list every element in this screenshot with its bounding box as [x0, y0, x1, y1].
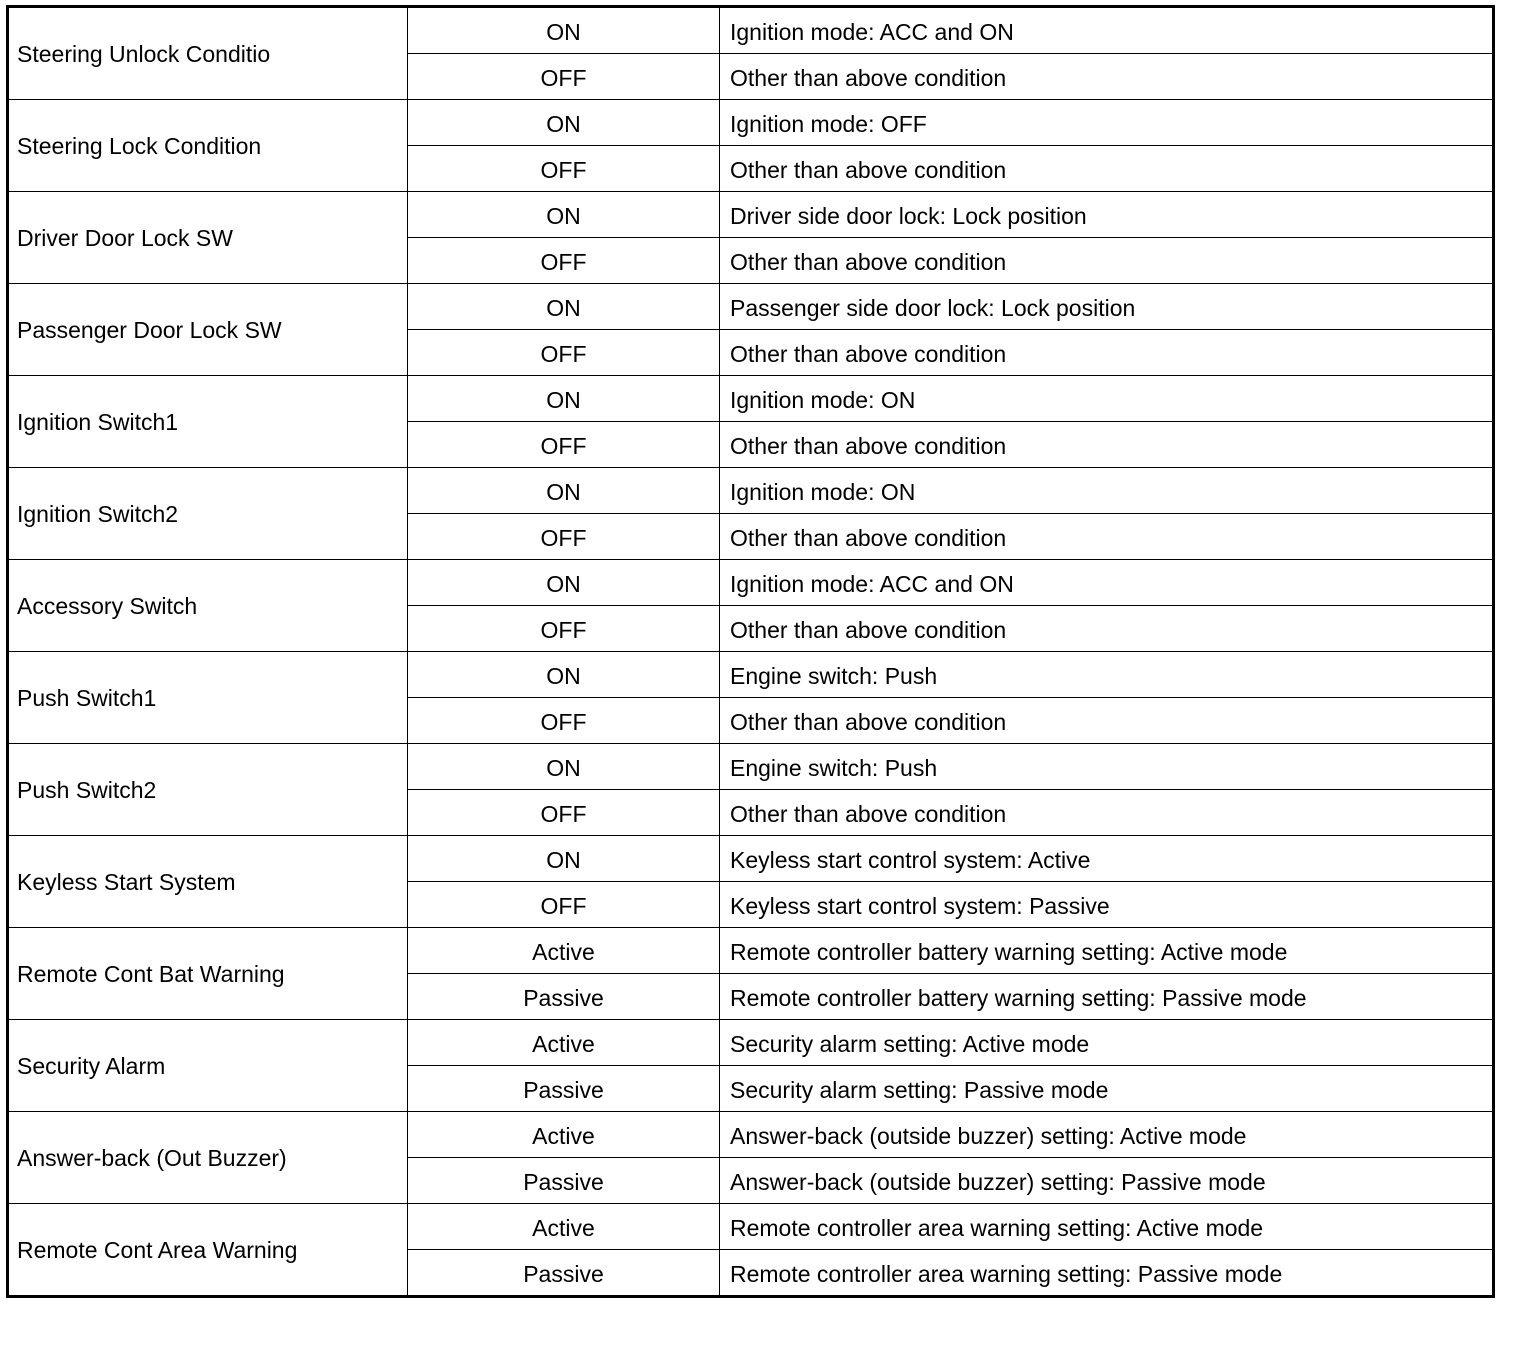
table-row — [8, 376, 1494, 422]
item-name-cell: Steering Lock Condition — [8, 100, 408, 192]
condition-cell: Answer-back (outside buzzer) setting: Passive mode — [720, 1158, 1494, 1204]
condition-cell: Answer-back (outside buzzer) setting: Active mode — [720, 1112, 1494, 1158]
value-cell: Active — [408, 928, 720, 974]
condition-cell: Ignition mode: OFF — [720, 100, 1494, 146]
item-name-cell: Steering Unlock Conditio — [8, 7, 408, 100]
value-cell: Active — [408, 1204, 720, 1250]
value-cell: ON — [408, 7, 720, 54]
value-cell: OFF — [408, 146, 720, 192]
condition-cell: Remote controller battery warning setting: Active mode — [720, 928, 1494, 974]
condition-cell: Keyless start control system: Active — [720, 836, 1494, 882]
item-name-cell: Ignition Switch1 — [8, 376, 408, 468]
item-name-cell: Security Alarm — [8, 1020, 408, 1112]
value-cell: OFF — [408, 54, 720, 100]
value-cell: ON — [408, 652, 720, 698]
value-cell: OFF — [408, 422, 720, 468]
table-row — [8, 652, 1494, 698]
condition-cell: Ignition mode: ACC and ON — [720, 560, 1494, 606]
value-cell: OFF — [408, 330, 720, 376]
spec-table — [6, 5, 1495, 1298]
value-cell: Active — [408, 1020, 720, 1066]
condition-cell: Other than above condition — [720, 514, 1494, 560]
table-row — [8, 560, 1494, 606]
condition-cell: Ignition mode: ON — [720, 468, 1494, 514]
condition-cell: Keyless start control system: Passive — [720, 882, 1494, 928]
condition-cell: Other than above condition — [720, 330, 1494, 376]
condition-cell: Remote controller area warning setting: Active mode — [720, 1204, 1494, 1250]
condition-cell: Ignition mode: ON — [720, 376, 1494, 422]
item-name-cell: Remote Cont Bat Warning — [8, 928, 408, 1020]
value-cell: ON — [408, 192, 720, 238]
value-cell: Passive — [408, 1250, 720, 1297]
table-row — [8, 1020, 1494, 1066]
condition-cell: Other than above condition — [720, 54, 1494, 100]
condition-cell: Remote controller area warning setting: Passive mode — [720, 1250, 1494, 1297]
value-cell: OFF — [408, 514, 720, 560]
table-row — [8, 836, 1494, 882]
condition-cell: Other than above condition — [720, 698, 1494, 744]
value-cell: Passive — [408, 1158, 720, 1204]
item-name-cell: Keyless Start System — [8, 836, 408, 928]
condition-cell: Ignition mode: ACC and ON — [720, 7, 1494, 54]
value-cell: OFF — [408, 698, 720, 744]
value-cell: ON — [408, 284, 720, 330]
item-name-cell: Driver Door Lock SW — [8, 192, 408, 284]
item-name-cell: Push Switch2 — [8, 744, 408, 836]
value-cell: OFF — [408, 606, 720, 652]
value-cell: Passive — [408, 974, 720, 1020]
condition-cell: Security alarm setting: Active mode — [720, 1020, 1494, 1066]
value-cell: ON — [408, 836, 720, 882]
condition-cell: Engine switch: Push — [720, 652, 1494, 698]
condition-cell: Remote controller battery warning setting: Passive mode — [720, 974, 1494, 1020]
table-row — [8, 928, 1494, 974]
table-row — [8, 1112, 1494, 1158]
condition-cell: Engine switch: Push — [720, 744, 1494, 790]
condition-cell: Other than above condition — [720, 790, 1494, 836]
value-cell: ON — [408, 560, 720, 606]
item-name-cell: Answer-back (Out Buzzer) — [8, 1112, 408, 1204]
condition-cell: Other than above condition — [720, 238, 1494, 284]
spec-table-body — [8, 7, 1494, 1297]
item-name-cell: Accessory Switch — [8, 560, 408, 652]
condition-cell: Driver side door lock: Lock position — [720, 192, 1494, 238]
value-cell: ON — [408, 100, 720, 146]
table-row — [8, 1204, 1494, 1250]
item-name-cell: Remote Cont Area Warning — [8, 1204, 408, 1297]
table-row — [8, 192, 1494, 238]
value-cell: Passive — [408, 1066, 720, 1112]
item-name-cell: Ignition Switch2 — [8, 468, 408, 560]
table-row — [8, 468, 1494, 514]
condition-cell: Other than above condition — [720, 422, 1494, 468]
table-row — [8, 744, 1494, 790]
item-name-cell: Push Switch1 — [8, 652, 408, 744]
condition-cell: Security alarm setting: Passive mode — [720, 1066, 1494, 1112]
value-cell: ON — [408, 376, 720, 422]
item-name-cell: Passenger Door Lock SW — [8, 284, 408, 376]
value-cell: Active — [408, 1112, 720, 1158]
table-row — [8, 100, 1494, 146]
table-row — [8, 7, 1494, 54]
value-cell: OFF — [408, 882, 720, 928]
value-cell: ON — [408, 744, 720, 790]
value-cell: ON — [408, 468, 720, 514]
value-cell: OFF — [408, 790, 720, 836]
value-cell: OFF — [408, 238, 720, 284]
condition-cell: Passenger side door lock: Lock position — [720, 284, 1494, 330]
condition-cell: Other than above condition — [720, 606, 1494, 652]
table-row — [8, 284, 1494, 330]
condition-cell: Other than above condition — [720, 146, 1494, 192]
